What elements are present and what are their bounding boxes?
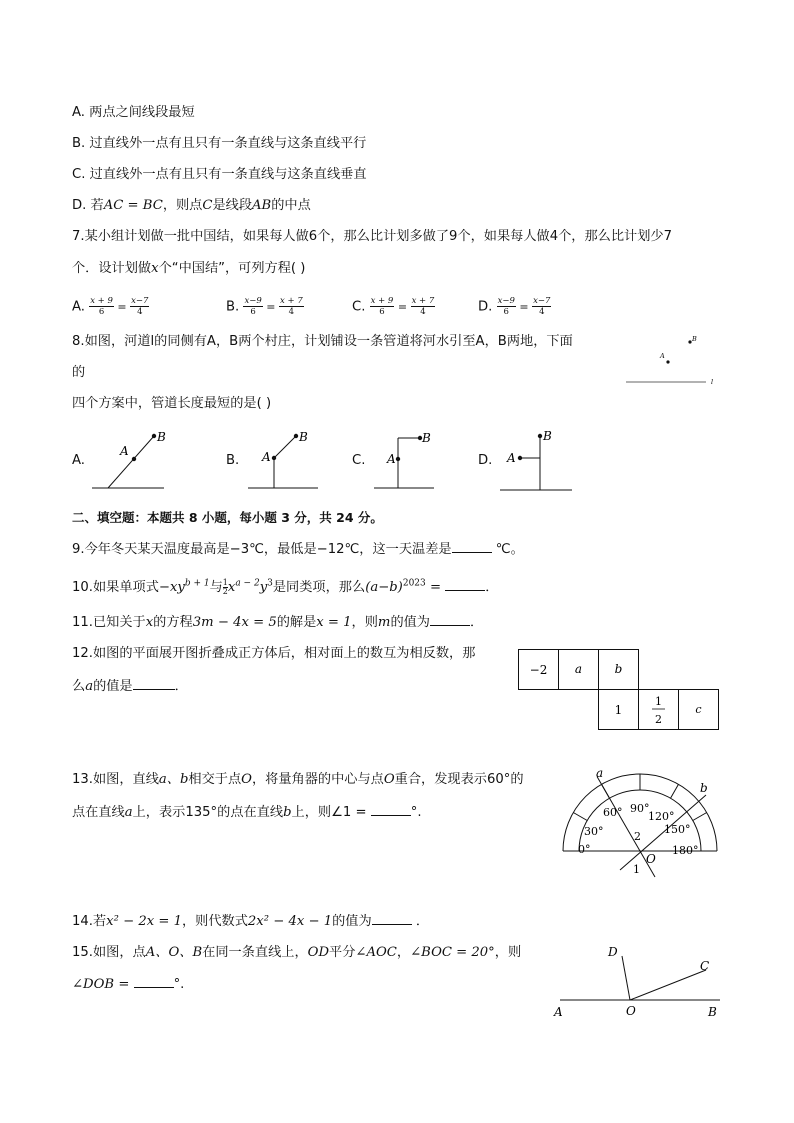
text: ，则 <box>494 945 522 960</box>
math: y <box>259 580 268 595</box>
text: 与 <box>209 580 223 595</box>
deg-150: 150° <box>664 823 691 836</box>
q7-line1: 7.某小组计划做一批中国结，如果每人做6个，那么比计划多做了9个，如果每人做4个，那么比计划少7 <box>72 229 673 244</box>
q15-line2 <box>72 975 184 994</box>
math: 2x² − 4x − 1 <box>247 914 333 929</box>
q12-line1: 12.如图的平面展开图折叠成正方体后，相对面上的数互为相反数，那 <box>72 646 476 661</box>
math: A、O、B <box>145 945 203 960</box>
math: ∠BOC = 20° <box>410 945 495 960</box>
q9 <box>72 540 524 559</box>
label-b: B <box>692 335 697 343</box>
point-b-label: B <box>157 430 166 444</box>
math: x = 1 <box>316 615 352 630</box>
text: ，则点 <box>162 198 203 213</box>
text: 平分 <box>329 945 356 960</box>
cell-b: b <box>614 662 623 676</box>
text: ，则代数式 <box>181 914 248 929</box>
point-b-label: B <box>543 429 552 443</box>
exponent: a − 2 <box>235 578 260 589</box>
q13-line2 <box>72 803 422 822</box>
q6-option-d <box>72 197 311 215</box>
math: OD <box>307 945 330 960</box>
math: −xy <box>158 580 185 595</box>
cell-one: 1 <box>614 703 623 717</box>
math: O <box>383 772 395 787</box>
point-b-label: B <box>422 431 431 445</box>
exponent: b + 1 <box>184 578 210 589</box>
q7-line2 <box>72 260 305 278</box>
left-fraction: $\frac{x + 9}{6}$ <box>370 296 394 317</box>
answer-blank[interactable] <box>134 975 174 988</box>
text: 个“中国结”，可列方程( ) <box>158 261 306 276</box>
cell-minus-two: −2 <box>529 663 548 677</box>
point-c-label: C <box>700 959 710 973</box>
text: 13.如图，直线 <box>72 772 159 787</box>
option-label: B. <box>226 299 240 315</box>
answer-blank[interactable] <box>371 803 411 816</box>
q10 <box>72 578 498 597</box>
text: ，则 <box>351 615 378 630</box>
text: 上，则∠1 = <box>291 805 371 820</box>
q8-line1: 8.如图，河道l的同侧有A，B两个村庄，计划铺设一条管道将河水引至A，B两地，下面 <box>72 334 573 349</box>
text: ． <box>485 580 499 595</box>
text: 10.如果单项式 <box>72 580 159 595</box>
answer-blank[interactable] <box>133 677 175 690</box>
label-l: l <box>711 378 714 386</box>
q12-line2 <box>72 677 188 696</box>
text: 上，表示135°的点在直线 <box>132 805 284 820</box>
point-d-label: D <box>608 945 618 959</box>
math: b <box>283 805 292 820</box>
answer-blank[interactable] <box>445 578 485 591</box>
q8-option-c-figure <box>370 428 450 493</box>
equals-sign: = <box>113 300 131 314</box>
q8-option-a-label: A. <box>72 453 85 468</box>
point-o-label: O <box>626 1004 636 1018</box>
angle-2-label: 2 <box>634 830 641 843</box>
left-fraction: $\frac{x-9}{6}$ <box>497 296 515 317</box>
deg-180: 180° <box>672 844 699 857</box>
point-b-label: B <box>299 430 308 444</box>
math: AC = BC <box>103 198 163 213</box>
section-2-title: 二、填空题：本题共 8 小题，每小题 3 分，共 24 分。 <box>72 510 383 525</box>
line-b-label: b <box>700 781 708 795</box>
text: 在同一条直线上， <box>202 945 308 960</box>
cell-half-num: 1 <box>655 695 662 708</box>
point-o-label: O <box>646 852 656 866</box>
line-a-label: a <box>596 766 604 780</box>
text: 个．设计划做 <box>72 261 152 276</box>
text: °. <box>410 805 422 820</box>
math: x <box>227 580 236 595</box>
text: ． <box>174 679 188 694</box>
left-fraction: $\frac{x-9}{6}$ <box>244 296 262 317</box>
text: = <box>425 580 446 595</box>
q11 <box>72 613 483 632</box>
text: ． <box>411 914 430 929</box>
q15-line1 <box>72 944 521 962</box>
math: ∠AOC <box>355 945 397 960</box>
option-label: A. <box>72 299 85 315</box>
equals-sign: = <box>262 300 279 314</box>
text: 相交于点 <box>188 772 242 787</box>
q8-option-a-figure <box>90 428 170 493</box>
text: 重合，发现表示60°的 <box>394 772 524 787</box>
point-a-label: A <box>120 444 129 458</box>
option-label: C. <box>352 299 366 315</box>
q8-line2: 四个方案中，管道长度最短的是( ) <box>72 396 272 411</box>
point-a-label: A <box>507 451 516 465</box>
text: 是线段 <box>212 198 253 213</box>
q6-option-c: C. 过直线外一点有且只有一条直线与这条直线垂直 <box>72 167 367 182</box>
q13-line1 <box>72 771 524 789</box>
answer-blank[interactable] <box>452 540 492 553</box>
math: O <box>241 772 252 787</box>
equals-sign: = <box>394 300 411 314</box>
label-a: A <box>660 352 665 360</box>
text: 的解是 <box>276 615 317 630</box>
text: 9.今年冬天某天温度最高是−3℃，最低是−12℃，这一天温差是 <box>72 542 452 557</box>
math: x <box>145 615 154 630</box>
q8-line1b: 的 <box>72 365 86 380</box>
text: 么 <box>72 679 86 694</box>
math: x² − 2x = 1 <box>106 914 182 929</box>
deg-120: 120° <box>648 810 675 823</box>
math: C <box>202 198 213 213</box>
q7-option-a <box>72 296 149 317</box>
text: 的方程 <box>153 615 193 630</box>
q6-option-b: B. 过直线外一点有且只有一条直线与这条直线平行 <box>72 136 367 151</box>
left-fraction: $\frac{x + 9}{6}$ <box>90 296 113 317</box>
text: ，将量角器的中心与点 <box>251 772 384 787</box>
q8-option-c-label: C. <box>352 453 366 468</box>
text: 的值为 <box>332 914 372 929</box>
text: 14.若 <box>72 914 107 929</box>
text: 的值是 <box>93 679 133 694</box>
text: ℃。 <box>491 542 524 557</box>
q8-option-d-figure <box>496 428 576 493</box>
text: ． <box>470 615 484 630</box>
q7-option-c <box>352 296 435 317</box>
text: 点在直线 <box>72 805 125 820</box>
q7-option-b <box>226 296 304 317</box>
q14 <box>72 912 429 931</box>
text: 是同类项，那么 <box>272 580 366 595</box>
math: AB <box>252 198 272 213</box>
cell-a: a <box>574 662 583 676</box>
point-a-label: A <box>262 450 271 464</box>
q8-option-b-figure <box>244 428 324 493</box>
text: ， <box>396 945 411 960</box>
answer-blank[interactable] <box>430 613 470 626</box>
text: 的值为 <box>390 615 430 630</box>
q8-figure-river <box>620 332 720 392</box>
deg-30: 30° <box>584 825 604 838</box>
deg-0: 0° <box>578 843 591 856</box>
point-a-label: A <box>554 1005 563 1019</box>
right-fraction: $\frac{x + 7}{4}$ <box>411 296 435 317</box>
text: 11.已知关于 <box>72 615 146 630</box>
point-b-label: B <box>708 1005 717 1019</box>
right-fraction: $\frac{x + 7}{4}$ <box>280 296 303 317</box>
math: ∠DOB = <box>72 977 134 992</box>
cell-c: c <box>695 703 702 716</box>
text: D. 若 <box>72 198 104 213</box>
cell-half-den: 2 <box>655 713 662 726</box>
deg-60: 60° <box>603 806 623 819</box>
deg-90: 90° <box>630 802 650 815</box>
right-fraction: $\frac{x-7}{4}$ <box>131 296 149 317</box>
q6-option-a: A. 两点之间线段最短 <box>72 105 195 120</box>
math: (a−b) <box>365 580 403 595</box>
equals-sign: = <box>515 300 533 314</box>
math: a <box>85 679 94 694</box>
point-a-label: A <box>387 452 396 466</box>
angle-1-label: 1 <box>633 863 640 876</box>
q7-option-d <box>478 296 551 317</box>
text: 的中点 <box>271 198 311 213</box>
option-label: D. <box>478 299 493 315</box>
q8-option-b-label: B. <box>226 453 240 468</box>
text: 15.如图，点 <box>72 945 146 960</box>
q15-figure <box>550 938 730 1023</box>
q8-option-d-label: D. <box>478 453 493 468</box>
exponent: 2023 <box>402 578 426 589</box>
fraction-half: $\frac{1}{2}$ <box>222 577 228 596</box>
math: 3m − 4x = 5 <box>192 615 277 630</box>
q12-cube-net <box>518 649 722 731</box>
math: a、b <box>158 772 189 787</box>
right-fraction: $\frac{x-7}{4}$ <box>533 296 551 317</box>
math: m <box>377 615 391 630</box>
math: a <box>124 805 133 820</box>
answer-blank[interactable] <box>372 912 412 925</box>
q13-protractor-figure <box>560 765 730 875</box>
math: x <box>151 261 159 276</box>
exponent: 3 <box>267 578 273 589</box>
text: °. <box>173 977 185 992</box>
